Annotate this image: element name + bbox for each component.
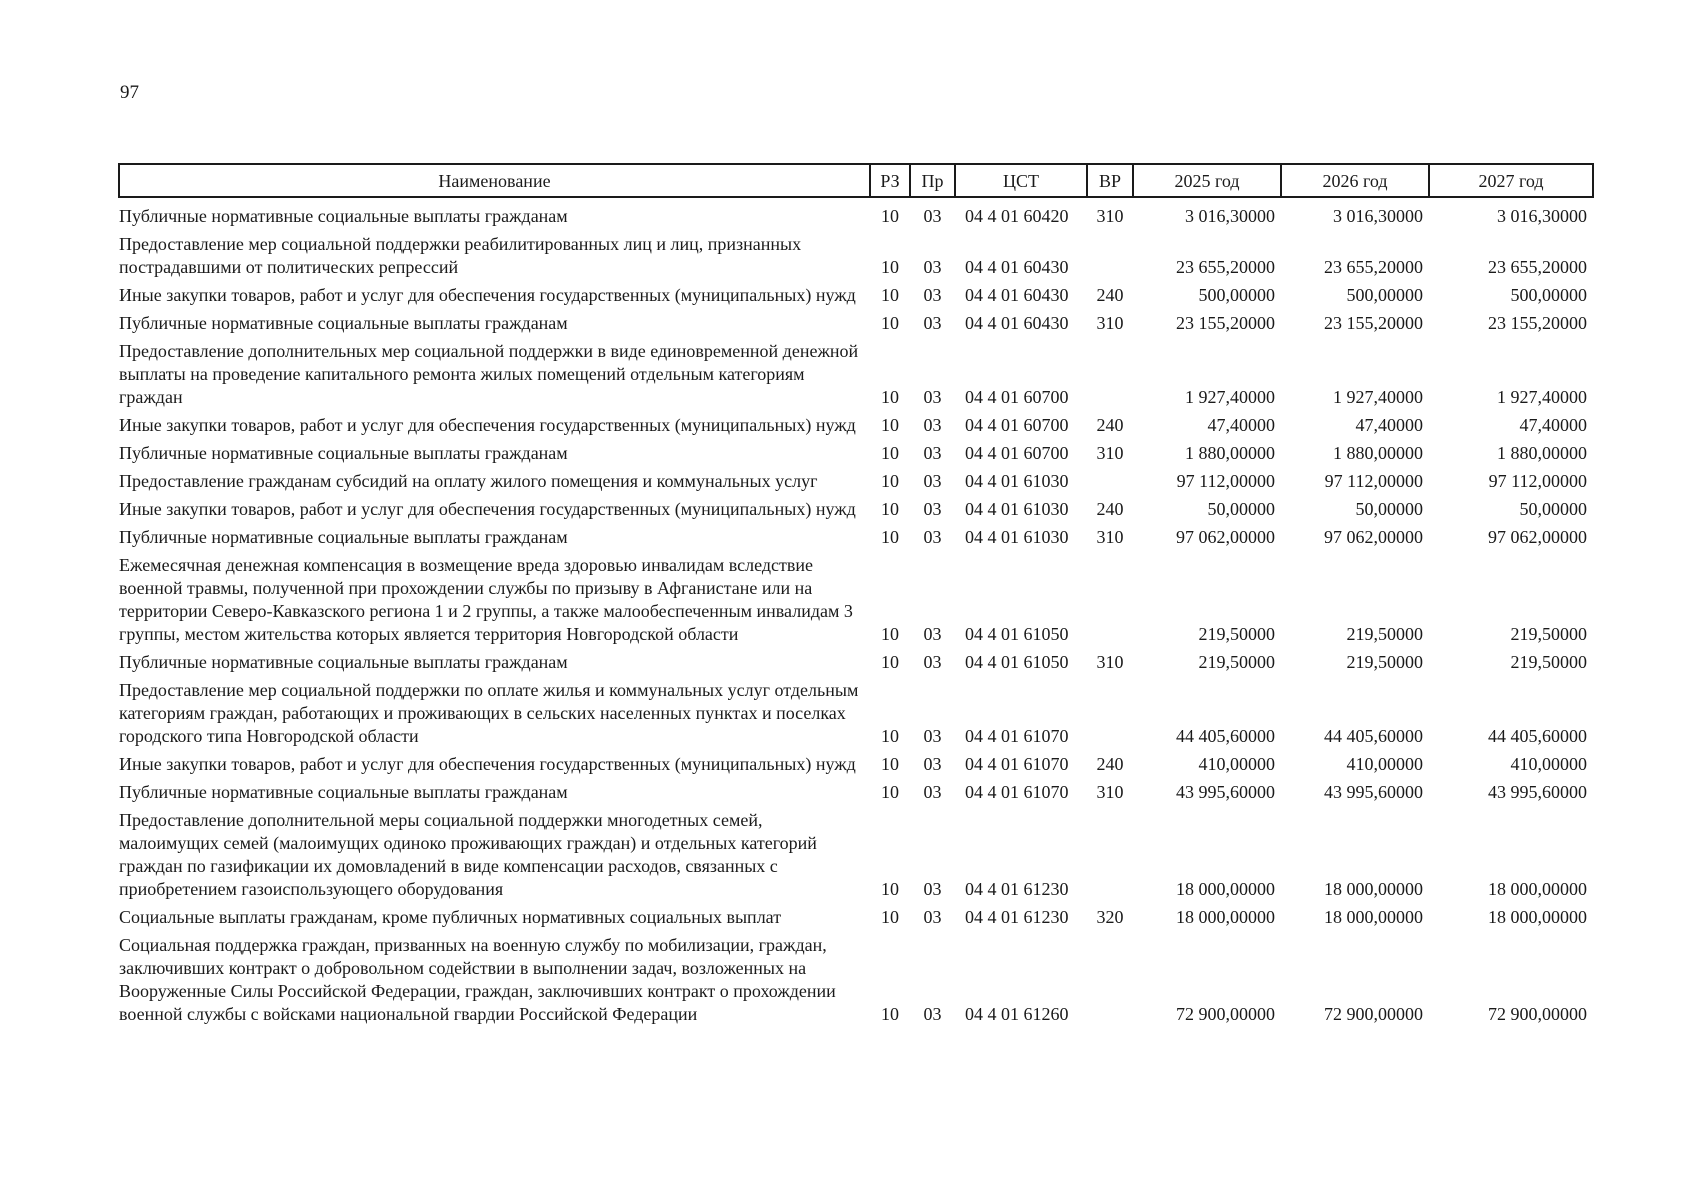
table-row xyxy=(119,521,1593,549)
cell-vr: 310 xyxy=(1096,527,1124,547)
cell-cst: 04 4 01 61070 xyxy=(965,726,1069,746)
table-row xyxy=(119,437,1593,465)
cell-2027: 1 927,40000 xyxy=(1497,387,1587,407)
cell-rz: 10 xyxy=(881,387,899,407)
cell-2027: 72 900,00000 xyxy=(1488,1004,1587,1024)
cell-2026: 44 405,60000 xyxy=(1324,726,1423,746)
budget-table xyxy=(118,163,1594,1026)
page-number: 97 xyxy=(120,82,139,103)
cell-vr: 240 xyxy=(1096,285,1124,305)
table-row xyxy=(119,901,1593,929)
cell-rz: 10 xyxy=(881,415,899,435)
cell-2025: 44 405,60000 xyxy=(1176,726,1275,746)
cell-vr: 240 xyxy=(1096,415,1124,435)
cell-cst: 04 4 01 61260 xyxy=(965,1004,1069,1024)
cell-pr: 03 xyxy=(923,1004,942,1024)
header-cst: ЦСТ xyxy=(955,164,1087,197)
cell-2025: 3 016,30000 xyxy=(1185,206,1275,226)
cell-2025: 97 112,00000 xyxy=(1176,471,1275,491)
cell-cst: 04 4 01 61230 xyxy=(965,907,1069,927)
cell-vr xyxy=(1087,549,1133,646)
cell-rz: 10 xyxy=(881,313,899,333)
cell-2026: 219,50000 xyxy=(1346,624,1423,644)
cell-cst: 04 4 01 61030 xyxy=(965,471,1069,491)
cell-cst: 04 4 01 60700 xyxy=(965,415,1069,435)
cell-2027: 18 000,00000 xyxy=(1488,907,1587,927)
cell-cst: 04 4 01 60430 xyxy=(965,313,1069,333)
cell-2025: 47,40000 xyxy=(1207,415,1275,435)
cell-pr: 03 xyxy=(923,285,942,305)
cell-pr: 03 xyxy=(923,415,942,435)
cell-name: Публичные нормативные социальные выплаты гражданам xyxy=(119,443,568,463)
cell-pr: 03 xyxy=(923,879,942,899)
cell-vr xyxy=(1087,674,1133,748)
cell-vr: 310 xyxy=(1096,652,1124,672)
cell-2027: 43 995,60000 xyxy=(1488,782,1587,802)
cell-2025: 72 900,00000 xyxy=(1176,1004,1275,1024)
cell-name: Иные закупки товаров, работ и услуг для обеспечения государственных (муниципальных) нужд xyxy=(119,499,856,519)
cell-pr: 03 xyxy=(923,754,942,774)
cell-pr: 03 xyxy=(923,652,942,672)
table-row xyxy=(119,929,1593,1026)
table-row xyxy=(119,804,1593,901)
cell-name: Иные закупки товаров, работ и услуг для обеспечения государственных (муниципальных) нужд xyxy=(119,285,856,305)
cell-2025: 23 155,20000 xyxy=(1176,313,1275,333)
cell-2026: 500,00000 xyxy=(1346,285,1423,305)
cell-2026: 23 655,20000 xyxy=(1324,257,1423,277)
cell-cst: 04 4 01 61030 xyxy=(965,527,1069,547)
cell-vr xyxy=(1087,335,1133,409)
cell-rz: 10 xyxy=(881,782,899,802)
cell-cst: 04 4 01 61070 xyxy=(965,754,1069,774)
cell-2027: 97 112,00000 xyxy=(1488,471,1587,491)
cell-2027: 500,00000 xyxy=(1510,285,1587,305)
cell-2026: 97 062,00000 xyxy=(1324,527,1423,547)
header-2027: 2027 год xyxy=(1429,164,1593,197)
cell-rz: 10 xyxy=(881,907,899,927)
cell-pr: 03 xyxy=(923,443,942,463)
cell-name: Публичные нормативные социальные выплаты гражданам xyxy=(119,527,568,547)
cell-pr: 03 xyxy=(923,257,942,277)
cell-2026: 18 000,00000 xyxy=(1324,907,1423,927)
cell-rz: 10 xyxy=(881,257,899,277)
cell-name: Предоставление гражданам субсидий на оплату жилого помещения и коммунальных услуг xyxy=(119,471,818,491)
cell-cst: 04 4 01 60430 xyxy=(965,285,1069,305)
cell-rz: 10 xyxy=(881,443,899,463)
cell-2027: 50,00000 xyxy=(1519,499,1587,519)
cell-vr xyxy=(1087,804,1133,901)
cell-cst: 04 4 01 60420 xyxy=(965,206,1069,226)
table-row xyxy=(119,307,1593,335)
cell-pr: 03 xyxy=(923,499,942,519)
cell-name: Иные закупки товаров, работ и услуг для обеспечения государственных (муниципальных) нужд xyxy=(119,754,856,774)
header-rz: РЗ xyxy=(870,164,910,197)
cell-2026: 50,00000 xyxy=(1355,499,1423,519)
cell-2026: 18 000,00000 xyxy=(1324,879,1423,899)
cell-2025: 23 655,20000 xyxy=(1176,257,1275,277)
cell-2025: 43 995,60000 xyxy=(1176,782,1275,802)
cell-name: Иные закупки товаров, работ и услуг для обеспечения государственных (муниципальных) нужд xyxy=(119,415,856,435)
table-row xyxy=(119,776,1593,804)
cell-vr: 240 xyxy=(1096,754,1124,774)
cell-name: Ежемесячная денежная компенсация в возмещение вреда здоровью инвалидам вследствие военной травмы, полученной при прохождении службы по призыву в Афганистане или на территории Северо-Кавказского региона 1 и 2 группы, а также малообеспеченным инвалидам 3 группы, местом жительства которых является территория Новгородской области xyxy=(119,555,853,644)
cell-rz: 10 xyxy=(881,879,899,899)
cell-2027: 410,00000 xyxy=(1510,754,1587,774)
cell-pr: 03 xyxy=(923,471,942,491)
cell-2027: 23 155,20000 xyxy=(1488,313,1587,333)
cell-2027: 219,50000 xyxy=(1510,624,1587,644)
cell-2025: 219,50000 xyxy=(1198,652,1275,672)
cell-2025: 18 000,00000 xyxy=(1176,907,1275,927)
cell-name: Социальные выплаты гражданам, кроме публичных нормативных социальных выплат xyxy=(119,907,782,927)
cell-2026: 47,40000 xyxy=(1355,415,1423,435)
cell-pr: 03 xyxy=(923,782,942,802)
cell-2026: 219,50000 xyxy=(1346,652,1423,672)
cell-pr: 03 xyxy=(923,726,942,746)
cell-2027: 1 880,00000 xyxy=(1497,443,1587,463)
cell-2027: 44 405,60000 xyxy=(1488,726,1587,746)
cell-name: Предоставление мер социальной поддержки реабилитированных лиц и лиц, признанных пострадавшими от политических репрессий xyxy=(119,234,802,277)
cell-cst: 04 4 01 61070 xyxy=(965,782,1069,802)
cell-2027: 97 062,00000 xyxy=(1488,527,1587,547)
cell-vr: 310 xyxy=(1096,313,1124,333)
cell-pr: 03 xyxy=(923,206,942,226)
cell-2025: 219,50000 xyxy=(1198,624,1275,644)
cell-cst: 04 4 01 60430 xyxy=(965,257,1069,277)
cell-name: Предоставление мер социальной поддержки по оплате жилья и коммунальных услуг отдельным категориям граждан, работающих и проживающих в сельских населенных пунктах и поселках городского типа Новгородской области xyxy=(119,680,859,746)
cell-2025: 500,00000 xyxy=(1198,285,1275,305)
cell-2026: 43 995,60000 xyxy=(1324,782,1423,802)
cell-vr xyxy=(1087,929,1133,1026)
cell-rz: 10 xyxy=(881,206,899,226)
cell-2026: 3 016,30000 xyxy=(1333,206,1423,226)
cell-2026: 23 155,20000 xyxy=(1324,313,1423,333)
cell-pr: 03 xyxy=(923,387,942,407)
table-row xyxy=(119,674,1593,748)
cell-name: Публичные нормативные социальные выплаты гражданам xyxy=(119,313,568,333)
cell-rz: 10 xyxy=(881,285,899,305)
cell-cst: 04 4 01 60700 xyxy=(965,443,1069,463)
cell-pr: 03 xyxy=(923,624,942,644)
cell-2026: 1 927,40000 xyxy=(1333,387,1423,407)
cell-rz: 10 xyxy=(881,499,899,519)
cell-name: Публичные нормативные социальные выплаты гражданам xyxy=(119,782,568,802)
table-row xyxy=(119,197,1593,228)
cell-name: Публичные нормативные социальные выплаты гражданам xyxy=(119,652,568,672)
cell-cst: 04 4 01 61030 xyxy=(965,499,1069,519)
table-body xyxy=(119,197,1593,1026)
table-row xyxy=(119,228,1593,279)
cell-rz: 10 xyxy=(881,527,899,547)
cell-cst: 04 4 01 61230 xyxy=(965,879,1069,899)
cell-pr: 03 xyxy=(923,313,942,333)
table-row xyxy=(119,493,1593,521)
cell-cst: 04 4 01 61050 xyxy=(965,624,1069,644)
cell-2027: 18 000,00000 xyxy=(1488,879,1587,899)
cell-vr: 310 xyxy=(1096,206,1124,226)
cell-rz: 10 xyxy=(881,1004,899,1024)
cell-cst: 04 4 01 61050 xyxy=(965,652,1069,672)
cell-pr: 03 xyxy=(923,527,942,547)
cell-2025: 50,00000 xyxy=(1207,499,1275,519)
table-row xyxy=(119,748,1593,776)
cell-vr xyxy=(1087,465,1133,493)
cell-rz: 10 xyxy=(881,726,899,746)
table-row xyxy=(119,279,1593,307)
cell-2027: 47,40000 xyxy=(1519,415,1587,435)
cell-name: Предоставление дополнительных мер социальной поддержки в виде единовременной денежной выплаты на проведение капитального ремонта жилых помещений отдельным категориям граждан xyxy=(119,341,859,407)
cell-cst: 04 4 01 60700 xyxy=(965,387,1069,407)
cell-2026: 97 112,00000 xyxy=(1324,471,1423,491)
cell-pr: 03 xyxy=(923,907,942,927)
cell-name: Социальная поддержка граждан, призванных на военную службу по мобилизации, граждан, заключивших контракт о добровольном содействии в выполнении задач, возложенных на Вооруженные Силы Российской Федерации, граждан, заключивших контракт о прохождении военной службы с войсками национальной гвардии Российской Федерации xyxy=(119,935,836,1024)
table-header xyxy=(119,164,1593,197)
cell-vr: 310 xyxy=(1096,782,1124,802)
table-row xyxy=(119,646,1593,674)
cell-vr: 310 xyxy=(1096,443,1124,463)
cell-rz: 10 xyxy=(881,754,899,774)
header-pr: Пр xyxy=(910,164,955,197)
cell-name: Публичные нормативные социальные выплаты гражданам xyxy=(119,206,568,226)
cell-2026: 1 880,00000 xyxy=(1333,443,1423,463)
cell-2025: 1 927,40000 xyxy=(1185,387,1275,407)
header-2025: 2025 год xyxy=(1133,164,1281,197)
table-row xyxy=(119,409,1593,437)
cell-2025: 18 000,00000 xyxy=(1176,879,1275,899)
cell-name: Предоставление дополнительной меры социальной поддержки многодетных семей, малоимущих семей (малоимущих одиноко проживающих граждан) и отдельных категорий граждан по газификации их домовладений в виде компенсации расходов, связанных с приобретением газоиспользующего оборудования xyxy=(119,810,817,899)
cell-2026: 410,00000 xyxy=(1346,754,1423,774)
cell-rz: 10 xyxy=(881,652,899,672)
cell-2025: 97 062,00000 xyxy=(1176,527,1275,547)
table-row xyxy=(119,335,1593,409)
cell-2025: 1 880,00000 xyxy=(1185,443,1275,463)
cell-rz: 10 xyxy=(881,471,899,491)
table-row xyxy=(119,465,1593,493)
header-name: Наименование xyxy=(119,164,870,197)
cell-rz: 10 xyxy=(881,624,899,644)
cell-2027: 219,50000 xyxy=(1510,652,1587,672)
cell-vr: 320 xyxy=(1096,907,1124,927)
cell-2027: 23 655,20000 xyxy=(1488,257,1587,277)
cell-2026: 72 900,00000 xyxy=(1324,1004,1423,1024)
cell-2027: 3 016,30000 xyxy=(1497,206,1587,226)
cell-vr xyxy=(1087,228,1133,279)
header-vr: ВР xyxy=(1087,164,1133,197)
cell-vr: 240 xyxy=(1096,499,1124,519)
table-row xyxy=(119,549,1593,646)
header-2026: 2026 год xyxy=(1281,164,1429,197)
cell-2025: 410,00000 xyxy=(1198,754,1275,774)
